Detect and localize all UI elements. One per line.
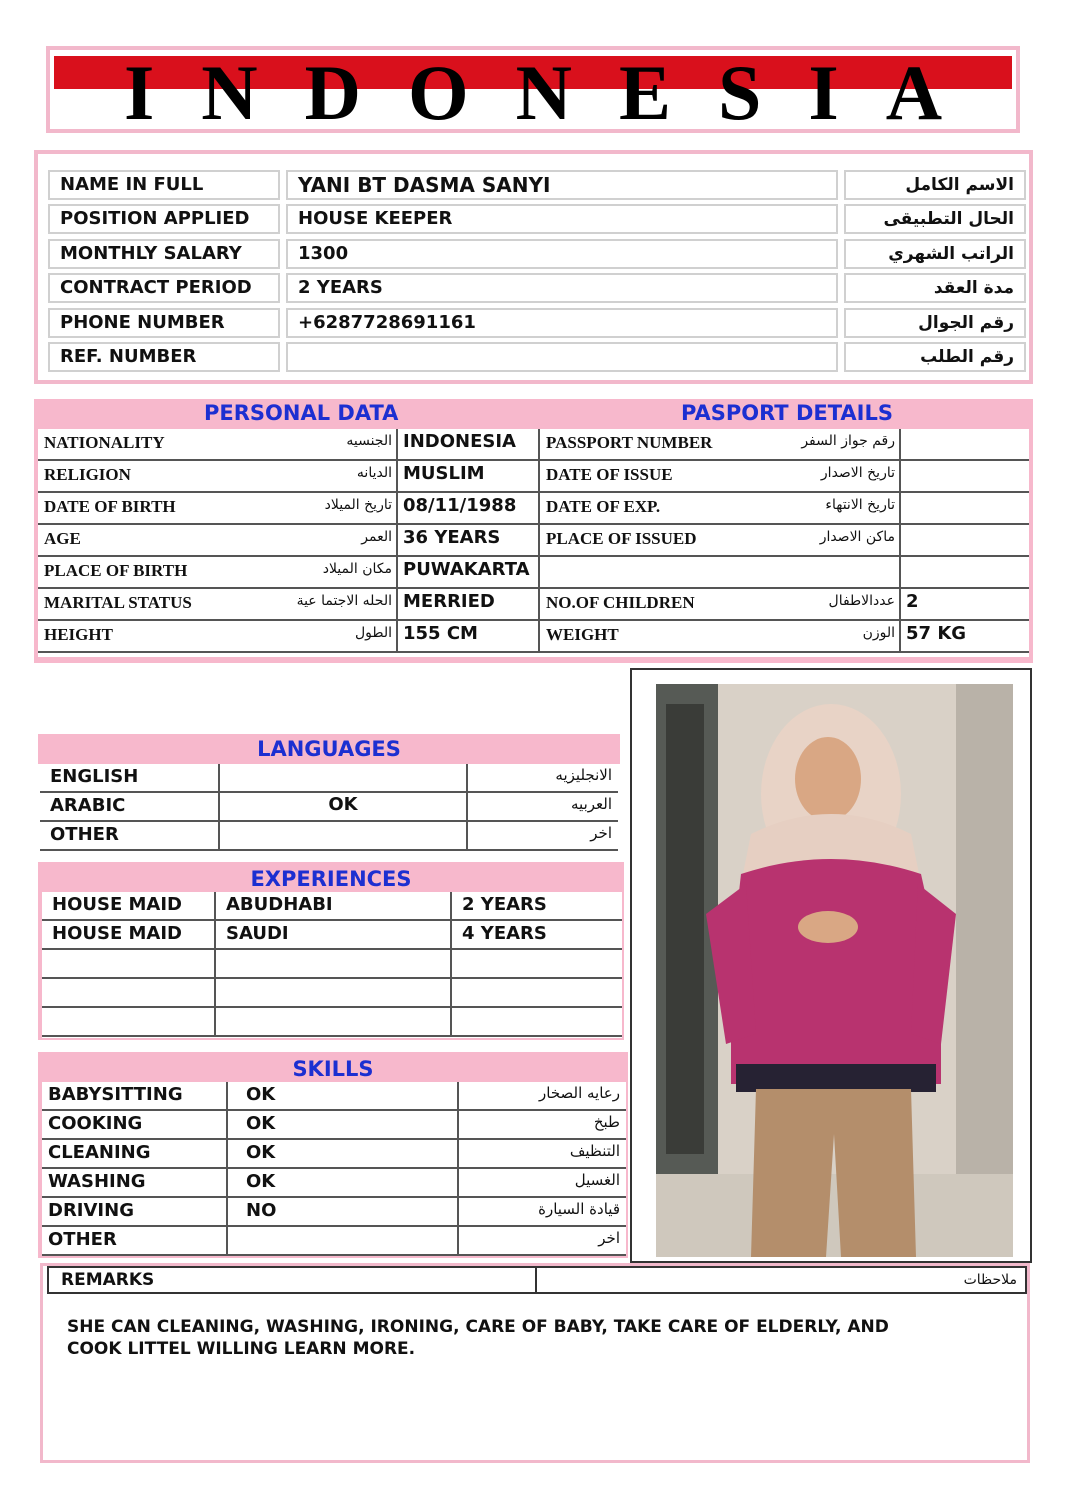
- experience-row: [42, 892, 622, 921]
- passport-label-cell: [538, 493, 899, 523]
- experience-years-cell: [450, 950, 622, 977]
- skill-value-cell: [226, 1169, 457, 1196]
- languages-section: [38, 734, 620, 852]
- personal-value: MERRIED: [403, 591, 495, 612]
- language-row: [40, 822, 618, 851]
- info-arabic: الحال التطبيقى: [844, 204, 1026, 234]
- passport-arabic: عددالاطفال: [828, 593, 895, 609]
- personal-passport-row: [38, 525, 1029, 557]
- personal-arabic: تاريخ الميلاد: [324, 497, 392, 513]
- personal-label-cell: [38, 461, 396, 491]
- passport-value-cell: [899, 493, 1029, 523]
- personal-value-cell: [396, 461, 538, 491]
- personal-value-cell: [396, 525, 538, 555]
- skill-label-cell: [42, 1082, 226, 1109]
- personal-value: PUWAKARTA: [403, 559, 530, 580]
- personal-label-cell: [38, 621, 396, 651]
- skill-value-cell: [226, 1227, 457, 1254]
- skill-row: [42, 1140, 626, 1169]
- skill-label: OTHER: [48, 1229, 117, 1250]
- remarks-section: [40, 1263, 1030, 1463]
- passport-value: 57 KG: [906, 623, 967, 644]
- skill-arabic-cell: [457, 1082, 626, 1109]
- experience-row: [42, 1008, 622, 1037]
- passport-label-cell: [538, 429, 899, 459]
- remarks-line: COOK LITTEL WILLING LEARN MORE.: [67, 1339, 416, 1359]
- personal-label-cell: [38, 557, 396, 587]
- info-value: YANI BT DASMA SANYI: [286, 170, 838, 200]
- passport-arabic: تاريخ الانتهاء: [825, 497, 895, 513]
- personal-label: HEIGHT: [44, 625, 113, 644]
- personal-value: 36 YEARS: [403, 527, 501, 548]
- language-value: OK: [328, 794, 358, 815]
- skill-row: [42, 1082, 626, 1111]
- info-arabic: رقم الجوال: [844, 308, 1026, 338]
- skill-label-cell: [42, 1140, 226, 1167]
- skill-arabic: قيادة السيارة: [538, 1200, 620, 1218]
- experience-job-cell: [42, 950, 214, 977]
- language-arabic-cell: [466, 822, 618, 849]
- skill-label-cell: [42, 1111, 226, 1138]
- personal-value-cell: [396, 493, 538, 523]
- info-row-salary: [48, 239, 1024, 269]
- language-value-cell: [218, 822, 466, 849]
- personal-label-cell: [38, 493, 396, 523]
- personal-value: 08/11/1988: [403, 495, 517, 516]
- info-row-ref: [48, 342, 1024, 372]
- language-label: ENGLISH: [50, 766, 139, 787]
- personal-passport-row: [38, 621, 1029, 653]
- experience-years-cell: [450, 1008, 622, 1035]
- experience-row: [42, 979, 622, 1008]
- passport-label-cell: [538, 621, 899, 651]
- info-row-contract: [48, 273, 1024, 303]
- passport-details-header: PASPORT DETAILS: [681, 401, 893, 425]
- language-label-cell: [40, 793, 218, 820]
- experience-row: [42, 921, 622, 950]
- info-label: MONTHLY SALARY: [48, 239, 280, 269]
- personal-arabic: مكان الميلاد: [322, 561, 392, 577]
- experience-years: 2 YEARS: [462, 894, 547, 915]
- passport-label: WEIGHT: [546, 625, 619, 644]
- personal-value-cell: [396, 589, 538, 619]
- skill-value: OK: [246, 1113, 276, 1134]
- info-row-phone: [48, 308, 1024, 338]
- languages-header: LANGUAGES: [38, 734, 620, 764]
- passport-arabic: تاريخ الاصدار: [820, 465, 895, 481]
- experiences-table: [42, 892, 622, 1038]
- info-arabic: مدة العقد: [844, 273, 1026, 303]
- remarks-line: SHE CAN CLEANING, WASHING, IRONING, CARE OF BABY, TAKE CARE OF ELDERLY, AND: [67, 1317, 889, 1337]
- info-value: 1300: [286, 239, 838, 269]
- remarks-arabic: ملاحظات: [963, 1272, 1017, 1288]
- skill-arabic-cell: [457, 1227, 626, 1254]
- passport-value-cell: [899, 525, 1029, 555]
- skill-arabic-cell: [457, 1140, 626, 1167]
- skill-row: [42, 1169, 626, 1198]
- experience-country-cell: [214, 1008, 450, 1035]
- language-label-cell: [40, 764, 218, 791]
- language-arabic-cell: [466, 764, 618, 791]
- info-value: 2 YEARS: [286, 273, 838, 303]
- skill-row: [42, 1227, 626, 1256]
- skill-value-cell: [226, 1111, 457, 1138]
- language-label-cell: [40, 822, 218, 849]
- passport-label-cell: [538, 557, 899, 587]
- skill-arabic-cell: [457, 1169, 626, 1196]
- experience-years: 4 YEARS: [462, 923, 547, 944]
- language-arabic: اخر: [590, 824, 612, 842]
- skill-arabic: اخر: [598, 1229, 620, 1247]
- person-photo-icon: [656, 684, 1013, 1257]
- skill-arabic: طبخ: [593, 1113, 620, 1131]
- skills-table: [42, 1082, 626, 1256]
- personal-data-header: PERSONAL DATA: [204, 401, 399, 425]
- languages-table: [40, 764, 618, 852]
- applicant-info-section: [34, 150, 1033, 384]
- personal-value-cell: [396, 621, 538, 651]
- personal-value-cell: [396, 557, 538, 587]
- skill-arabic-cell: [457, 1198, 626, 1225]
- skill-label: WASHING: [48, 1171, 146, 1192]
- language-label: OTHER: [50, 824, 119, 845]
- info-label: NAME IN FULL: [48, 170, 280, 200]
- experience-years-cell: [450, 921, 622, 948]
- skill-label-cell: [42, 1227, 226, 1254]
- passport-value-cell: [899, 429, 1029, 459]
- experience-job-cell: [42, 979, 214, 1006]
- experience-years-cell: [450, 979, 622, 1006]
- info-label: POSITION APPLIED: [48, 204, 280, 234]
- personal-arabic: الجنسيه: [346, 433, 392, 449]
- language-value-cell: [218, 764, 466, 791]
- personal-passport-row: [38, 493, 1029, 525]
- skill-arabic: رعايه الصخار: [539, 1084, 620, 1102]
- experience-country-cell: [214, 979, 450, 1006]
- language-arabic-cell: [466, 793, 618, 820]
- personal-label-cell: [38, 525, 396, 555]
- personal-label: DATE OF BIRTH: [44, 497, 176, 516]
- passport-value-cell: [899, 461, 1029, 491]
- language-arabic: الانجليزيه: [555, 766, 612, 784]
- skill-value-cell: [226, 1082, 457, 1109]
- experience-country-cell: [214, 892, 450, 919]
- personal-passport-row: [38, 557, 1029, 589]
- passport-value-cell: [899, 589, 1029, 619]
- language-arabic: العربيه: [571, 795, 612, 813]
- passport-label-cell: [538, 461, 899, 491]
- experience-row: [42, 950, 622, 979]
- skill-label-cell: [42, 1198, 226, 1225]
- skills-header: SKILLS: [38, 1052, 628, 1082]
- skill-value-cell: [226, 1140, 457, 1167]
- experience-job: HOUSE MAID: [52, 894, 182, 915]
- remarks-header-row: [47, 1266, 1027, 1294]
- skill-arabic-cell: [457, 1111, 626, 1138]
- language-label: ARABIC: [50, 795, 126, 816]
- info-arabic: الاسم الكامل: [844, 170, 1026, 200]
- country-banner: [46, 46, 1020, 136]
- info-row-position: [48, 204, 1024, 234]
- personal-passport-row: [38, 429, 1029, 461]
- personal-passport-table: [38, 429, 1029, 657]
- info-value: +6287728691161: [286, 308, 838, 338]
- passport-label-cell: [538, 589, 899, 619]
- skill-row: [42, 1111, 626, 1140]
- personal-label-cell: [38, 589, 396, 619]
- info-arabic: رقم الطلب: [844, 342, 1026, 372]
- personal-value: 155 CM: [403, 623, 478, 644]
- remarks-label: REMARKS: [61, 1270, 155, 1290]
- passport-arabic: ماكن الاصدار: [819, 529, 895, 545]
- skill-value-cell: [226, 1198, 457, 1225]
- passport-label: DATE OF ISSUE: [546, 465, 673, 484]
- personal-arabic: الطول: [354, 625, 392, 641]
- passport-label: NO.OF CHILDREN: [546, 593, 695, 612]
- personal-label: NATIONALITY: [44, 433, 165, 452]
- personal-arabic: الديانه: [356, 465, 392, 481]
- passport-value: 2: [906, 591, 919, 612]
- skill-row: [42, 1198, 626, 1227]
- info-arabic: الراتب الشهري: [844, 239, 1026, 269]
- experience-country-cell: [214, 950, 450, 977]
- info-label: CONTRACT PERIOD: [48, 273, 280, 303]
- skill-value: OK: [246, 1084, 276, 1105]
- passport-arabic: رقم جواز السفر: [801, 433, 895, 449]
- experience-job: HOUSE MAID: [52, 923, 182, 944]
- experience-job-cell: [42, 1008, 214, 1035]
- passport-arabic: الوزن: [862, 625, 895, 641]
- banner-title: INDONESIA: [123, 49, 990, 136]
- skill-label: BABYSITTING: [48, 1084, 183, 1105]
- passport-value-cell: [899, 557, 1029, 587]
- info-label: REF. NUMBER: [48, 342, 280, 372]
- skill-label: DRIVING: [48, 1200, 134, 1221]
- experience-job-cell: [42, 892, 214, 919]
- personal-value: INDONESIA: [403, 431, 516, 452]
- info-row-name: [48, 170, 1024, 200]
- passport-label-cell: [538, 525, 899, 555]
- skill-value: NO: [246, 1200, 277, 1221]
- passport-label: DATE OF EXP.: [546, 497, 661, 516]
- personal-passport-section: [34, 399, 1033, 663]
- skill-label-cell: [42, 1169, 226, 1196]
- experience-country: ABUDHABI: [226, 894, 333, 915]
- personal-label: MARITAL STATUS: [44, 593, 192, 612]
- info-label: PHONE NUMBER: [48, 308, 280, 338]
- personal-label: PLACE OF BIRTH: [44, 561, 188, 580]
- personal-arabic: الحله الاجتما عية: [296, 593, 392, 609]
- language-row: [40, 764, 618, 793]
- personal-value-cell: [396, 429, 538, 459]
- skill-arabic: الغسيل: [574, 1171, 620, 1189]
- experience-years-cell: [450, 892, 622, 919]
- skill-value: OK: [246, 1142, 276, 1163]
- skill-arabic: التنظيف: [569, 1142, 620, 1160]
- personal-label: AGE: [44, 529, 81, 548]
- skill-value: OK: [246, 1171, 276, 1192]
- remarks-text: [67, 1316, 967, 1360]
- experience-country-cell: [214, 921, 450, 948]
- skills-section: [38, 1052, 628, 1258]
- language-row: [40, 793, 618, 822]
- personal-label-cell: [38, 429, 396, 459]
- experience-country: SAUDI: [226, 923, 289, 944]
- experiences-section: [38, 862, 624, 1040]
- language-value-cell: [218, 793, 466, 820]
- applicant-photo: [656, 684, 1013, 1257]
- passport-label: PASSPORT NUMBER: [546, 433, 713, 452]
- passport-label: PLACE OF ISSUED: [546, 529, 697, 548]
- info-value: HOUSE KEEPER: [286, 204, 838, 234]
- experience-job-cell: [42, 921, 214, 948]
- personal-arabic: العمر: [361, 529, 392, 545]
- personal-passport-row: [38, 589, 1029, 621]
- personal-passport-row: [38, 461, 1029, 493]
- personal-label: RELIGION: [44, 465, 131, 484]
- experiences-header: EXPERIENCES: [38, 862, 624, 892]
- skill-label: CLEANING: [48, 1142, 151, 1163]
- skill-label: COOKING: [48, 1113, 143, 1134]
- passport-value-cell: [899, 621, 1029, 651]
- info-value: [286, 342, 838, 372]
- remarks-divider: [535, 1268, 537, 1292]
- personal-value: MUSLIM: [403, 463, 485, 484]
